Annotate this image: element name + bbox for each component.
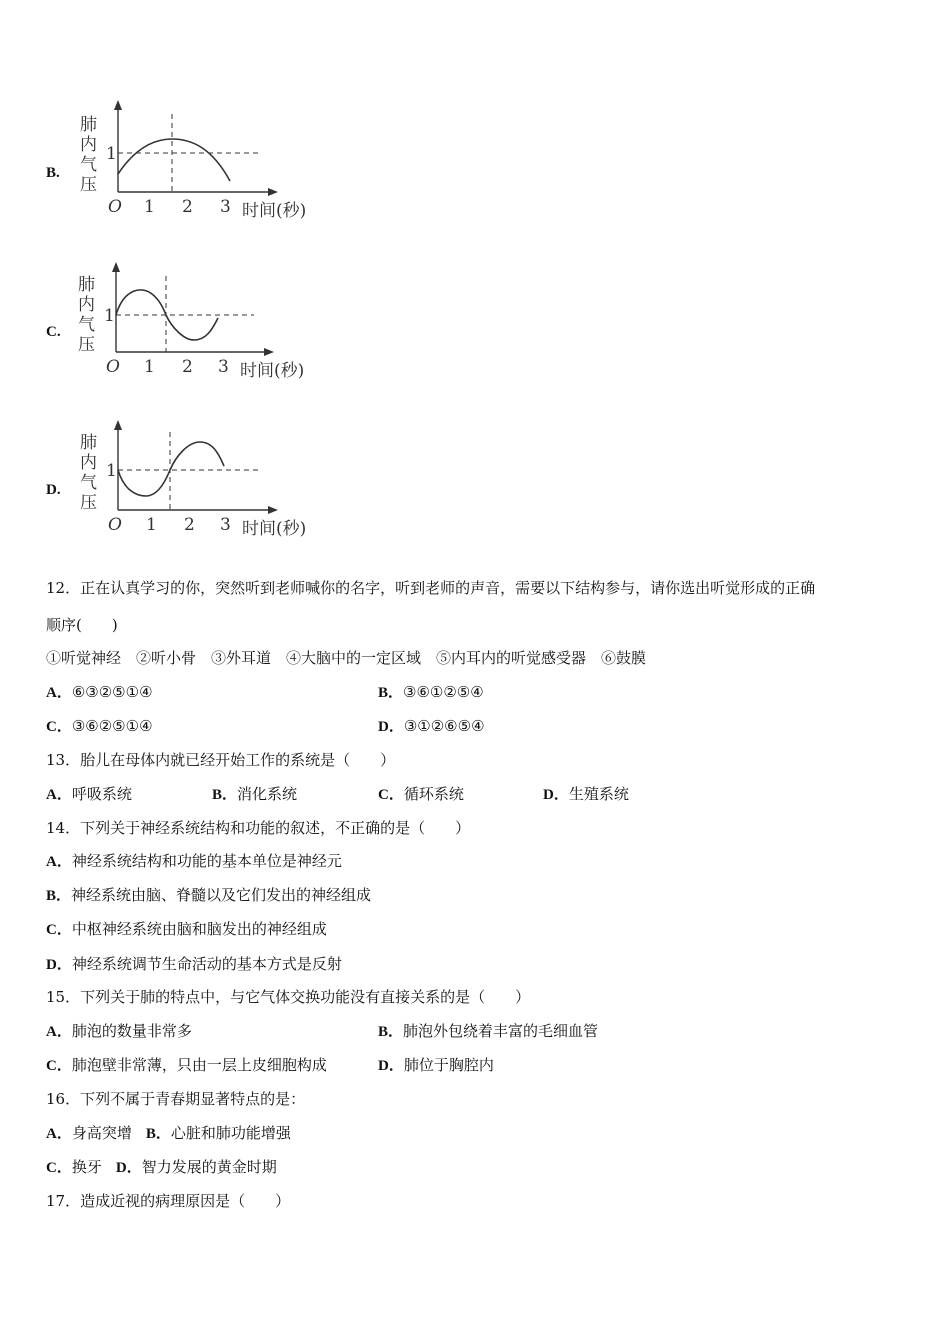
graph-d (72, 414, 332, 544)
q13-c-text: 循环系统 (403, 785, 464, 803)
y-label-2: 内 (78, 295, 95, 315)
q16-stem: 16．下列不属于青春期显著特点的是： (46, 1090, 306, 1108)
graph-b (72, 96, 332, 226)
pressure-curve (118, 442, 224, 496)
q13-option-c (378, 784, 464, 805)
q12-a-letter: A． (46, 685, 72, 701)
y-label-3: 气 (80, 155, 97, 175)
q16-d-letter: D． (115, 1160, 142, 1176)
origin-label: O (108, 197, 122, 217)
tick-1: 1 (144, 197, 155, 217)
pressure-curve (116, 290, 218, 340)
q12-c-text: ③⑥②⑤①④ (71, 717, 153, 735)
q12-option-b (378, 682, 484, 703)
q13-b-letter: B． (212, 787, 238, 803)
x-axis-label: 时间(秒) (242, 201, 307, 221)
q15-a-letter: A． (46, 1024, 72, 1040)
x-axis-arrow (264, 348, 274, 356)
q15-stem: 15．下列关于肺的特点中，与它气体交换功能没有直接关系的是（ ） (46, 988, 531, 1006)
tick-one-y: 1 (106, 144, 117, 164)
q12-b-text: ③⑥①②⑤④ (403, 683, 484, 701)
q14-a-letter: A． (46, 854, 72, 870)
y-axis-arrow (112, 262, 120, 272)
q14-c-letter: C． (46, 922, 72, 938)
option-d-label: D. (46, 482, 61, 498)
q14-d-letter: D． (46, 957, 72, 973)
q13-b-text: 消化系统 (237, 785, 298, 803)
q14-stem: 14．下列关于神经系统结构和功能的叙述，不正确的是（ ） (46, 819, 471, 837)
tick-3: 3 (220, 197, 231, 217)
x-axis-arrow (268, 506, 278, 514)
tick-3: 3 (220, 515, 231, 535)
q15-option-d (378, 1055, 494, 1076)
tick-2: 2 (182, 357, 193, 377)
q17-stem: 17．造成近视的病理原因是（ ） (46, 1192, 291, 1210)
q13-option-a (46, 784, 132, 805)
q15-option-b (378, 1021, 598, 1042)
q15-c-letter: C． (46, 1058, 72, 1074)
pressure-curve (118, 139, 230, 181)
y-axis-arrow (114, 420, 122, 430)
option-c-label: C. (46, 324, 61, 340)
q13-d-text: 生殖系统 (568, 785, 629, 803)
y-label-2: 内 (80, 135, 97, 155)
q15-option-a (46, 1021, 192, 1042)
q12-option-a (46, 682, 153, 703)
q12-items: ①听觉神经 ②听小骨 ③外耳道 ④大脑中的一定区域 ⑤内耳内的听觉感受器 ⑥鼓膜 (46, 649, 647, 667)
q12-d-letter: D． (378, 719, 404, 735)
q16-a-text: 身高突增 (71, 1124, 132, 1142)
q14-c-text: 中枢神经系统由脑和脑发出的神经组成 (71, 920, 327, 938)
q12-option-d (378, 716, 485, 737)
q16-c-text: 换牙 (71, 1158, 102, 1176)
q15-d-text: 肺位于胸腔内 (403, 1056, 494, 1074)
y-label-4: 压 (80, 493, 97, 513)
y-label-2: 内 (80, 453, 97, 473)
q12-c-letter: C． (46, 719, 72, 735)
q14-option-a (46, 851, 342, 872)
tick-one-y: 1 (104, 306, 115, 326)
q13-d-letter: D． (543, 787, 569, 803)
q16-options-cd (46, 1157, 277, 1178)
option-b-label: B. (46, 165, 60, 181)
y-axis-arrow (114, 100, 122, 110)
origin-label: O (106, 357, 120, 377)
q16-c-letter: C． (46, 1160, 72, 1176)
q14-option-c (46, 919, 327, 940)
q15-option-c (46, 1055, 327, 1076)
q15-c-text: 肺泡壁非常薄，只由一层上皮细胞构成 (71, 1056, 327, 1074)
y-label-1: 肺 (80, 433, 97, 453)
tick-3: 3 (218, 357, 229, 377)
q16-b-text: 心脏和肺功能增强 (170, 1124, 291, 1142)
q15-a-text: 肺泡的数量非常多 (71, 1022, 192, 1040)
x-axis-label: 时间(秒) (240, 361, 305, 381)
q12-b-letter: B． (378, 685, 404, 701)
q14-option-b (46, 885, 371, 906)
q14-d-text: 神经系统调节生命活动的基本方式是反射 (71, 955, 342, 973)
y-label-3: 气 (80, 473, 97, 493)
q13-option-d (543, 784, 629, 805)
q15-d-letter: D． (378, 1058, 404, 1074)
x-axis-arrow (268, 188, 278, 196)
x-axis-label: 时间(秒) (242, 519, 307, 539)
q16-a-letter: A． (46, 1126, 72, 1142)
q16-d-text: 智力发展的黄金时期 (141, 1158, 277, 1176)
q14-b-text: 神经系统由脑、脊髓以及它们发出的神经组成 (71, 886, 372, 904)
y-label-1: 肺 (80, 115, 97, 135)
q12-option-c (46, 716, 153, 737)
q16-b-letter: B． (145, 1126, 171, 1142)
tick-2: 2 (182, 197, 193, 217)
tick-1: 1 (144, 357, 155, 377)
q14-a-text: 神经系统结构和功能的基本单位是神经元 (71, 852, 342, 870)
q16-options-ab (46, 1123, 291, 1144)
origin-label: O (108, 515, 122, 535)
q13-a-text: 呼吸系统 (71, 785, 132, 803)
q12-stem: 12．正在认真学习的你，突然听到老师喊你的名字，听到老师的声音，需要以下结构参与，请你选出听觉形成的正确 (46, 579, 816, 597)
y-label-4: 压 (78, 335, 95, 355)
q13-stem: 13．胎儿在母体内就已经开始工作的系统是（ ） (46, 751, 396, 769)
q12-d-text: ③①②⑥⑤④ (403, 717, 485, 735)
q14-b-letter: B． (46, 888, 72, 904)
tick-2: 2 (184, 515, 195, 535)
tick-1: 1 (146, 515, 157, 535)
q13-option-b (212, 784, 297, 805)
q12-stem-2: 顺序( ) (46, 616, 118, 634)
q14-option-d (46, 954, 342, 975)
tick-one-y: 1 (106, 461, 117, 481)
y-label-3: 气 (78, 315, 95, 335)
q13-c-letter: C． (378, 787, 404, 803)
y-label-1: 肺 (78, 275, 95, 295)
graph-c (72, 256, 332, 386)
q15-b-letter: B． (378, 1024, 404, 1040)
q15-b-text: 肺泡外包绕着丰富的毛细血管 (403, 1022, 599, 1040)
q13-a-letter: A． (46, 787, 72, 803)
q12-a-text: ⑥③②⑤①④ (71, 683, 153, 701)
y-label-4: 压 (80, 175, 97, 195)
